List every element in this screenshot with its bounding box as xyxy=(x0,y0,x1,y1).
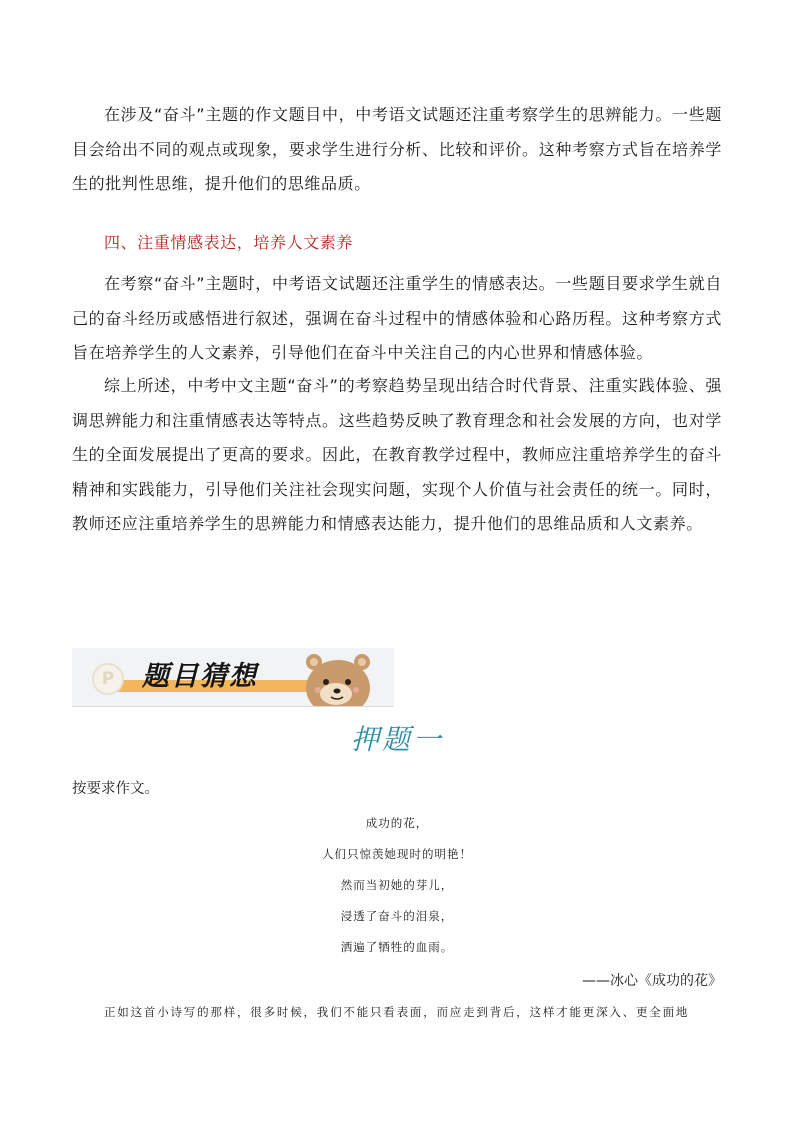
p-logo-icon: P xyxy=(92,663,124,695)
writing-instruction: 按要求作文。 xyxy=(72,781,159,797)
section-heading-4: 四、注重情感表达，培养人文素养 xyxy=(104,233,354,252)
poem-line: 人们只惊羡她现时的明艳！ xyxy=(322,847,472,861)
poem-line: 洒遍了牺牲的血雨。 xyxy=(340,940,454,954)
paragraph-summary: 综上所述，中考中文主题“奋斗”的考察趋势呈现出结合时代背景、注重实践体验、强调思辨能力和注重情感表达等特点。这些趋势反映了教育理念和社会发展的方向，也对学生的全面发展提出了更高的要求。因此，在教育教学过程中，教师应注重培养学生的奋斗精神和实践能力，引导他们关注社会现实问题，实现个人价值与社会责任的统一。同时，教师还应注重培养学生的思辨能力和情感表达能力，提升他们的思维品质和人文素养。 xyxy=(72,376,722,533)
topic-prediction-banner xyxy=(72,648,394,707)
paragraph-emotional-expression: 在考察“奋斗”主题时，中考语文试题还注重学生的情感表达。一些题目要求学生就自己的奋斗经历或感悟进行叙述，强调在奋斗过程中的情感体验和心路历程。这种考察方式旨在培养学生的人文素养，引导他们在奋斗中关注自己的内心世界和情感体验。 xyxy=(72,274,722,362)
poem-attribution: ——冰心《成功的花》 xyxy=(582,973,722,989)
paragraph-critical-thinking: 在涉及“奋斗”主题的作文题目中，中考语文试题还注重考察学生的思辨能力。一些题目会给出不同的观点或现象，要求学生进行分析、比较和评价。这种考察方式旨在培养学生的批判性思维，提升他们的思维品质。 xyxy=(72,105,722,193)
poem-line: 浸透了奋斗的泪泉， xyxy=(340,909,454,923)
poem-line: 然而当初她的芽儿， xyxy=(340,878,454,892)
bear-mascot-icon xyxy=(300,652,380,707)
banner-title: 题目猜想 xyxy=(142,661,258,692)
poem-line: 成功的花， xyxy=(365,816,429,830)
essay-prompt-text: 正如这首小诗写的那样，很多时候，我们不能只看表面，而应走到背后，这样才能更深入、更全面地 xyxy=(104,1005,690,1019)
prediction-one-title: 押题一 xyxy=(351,723,445,756)
